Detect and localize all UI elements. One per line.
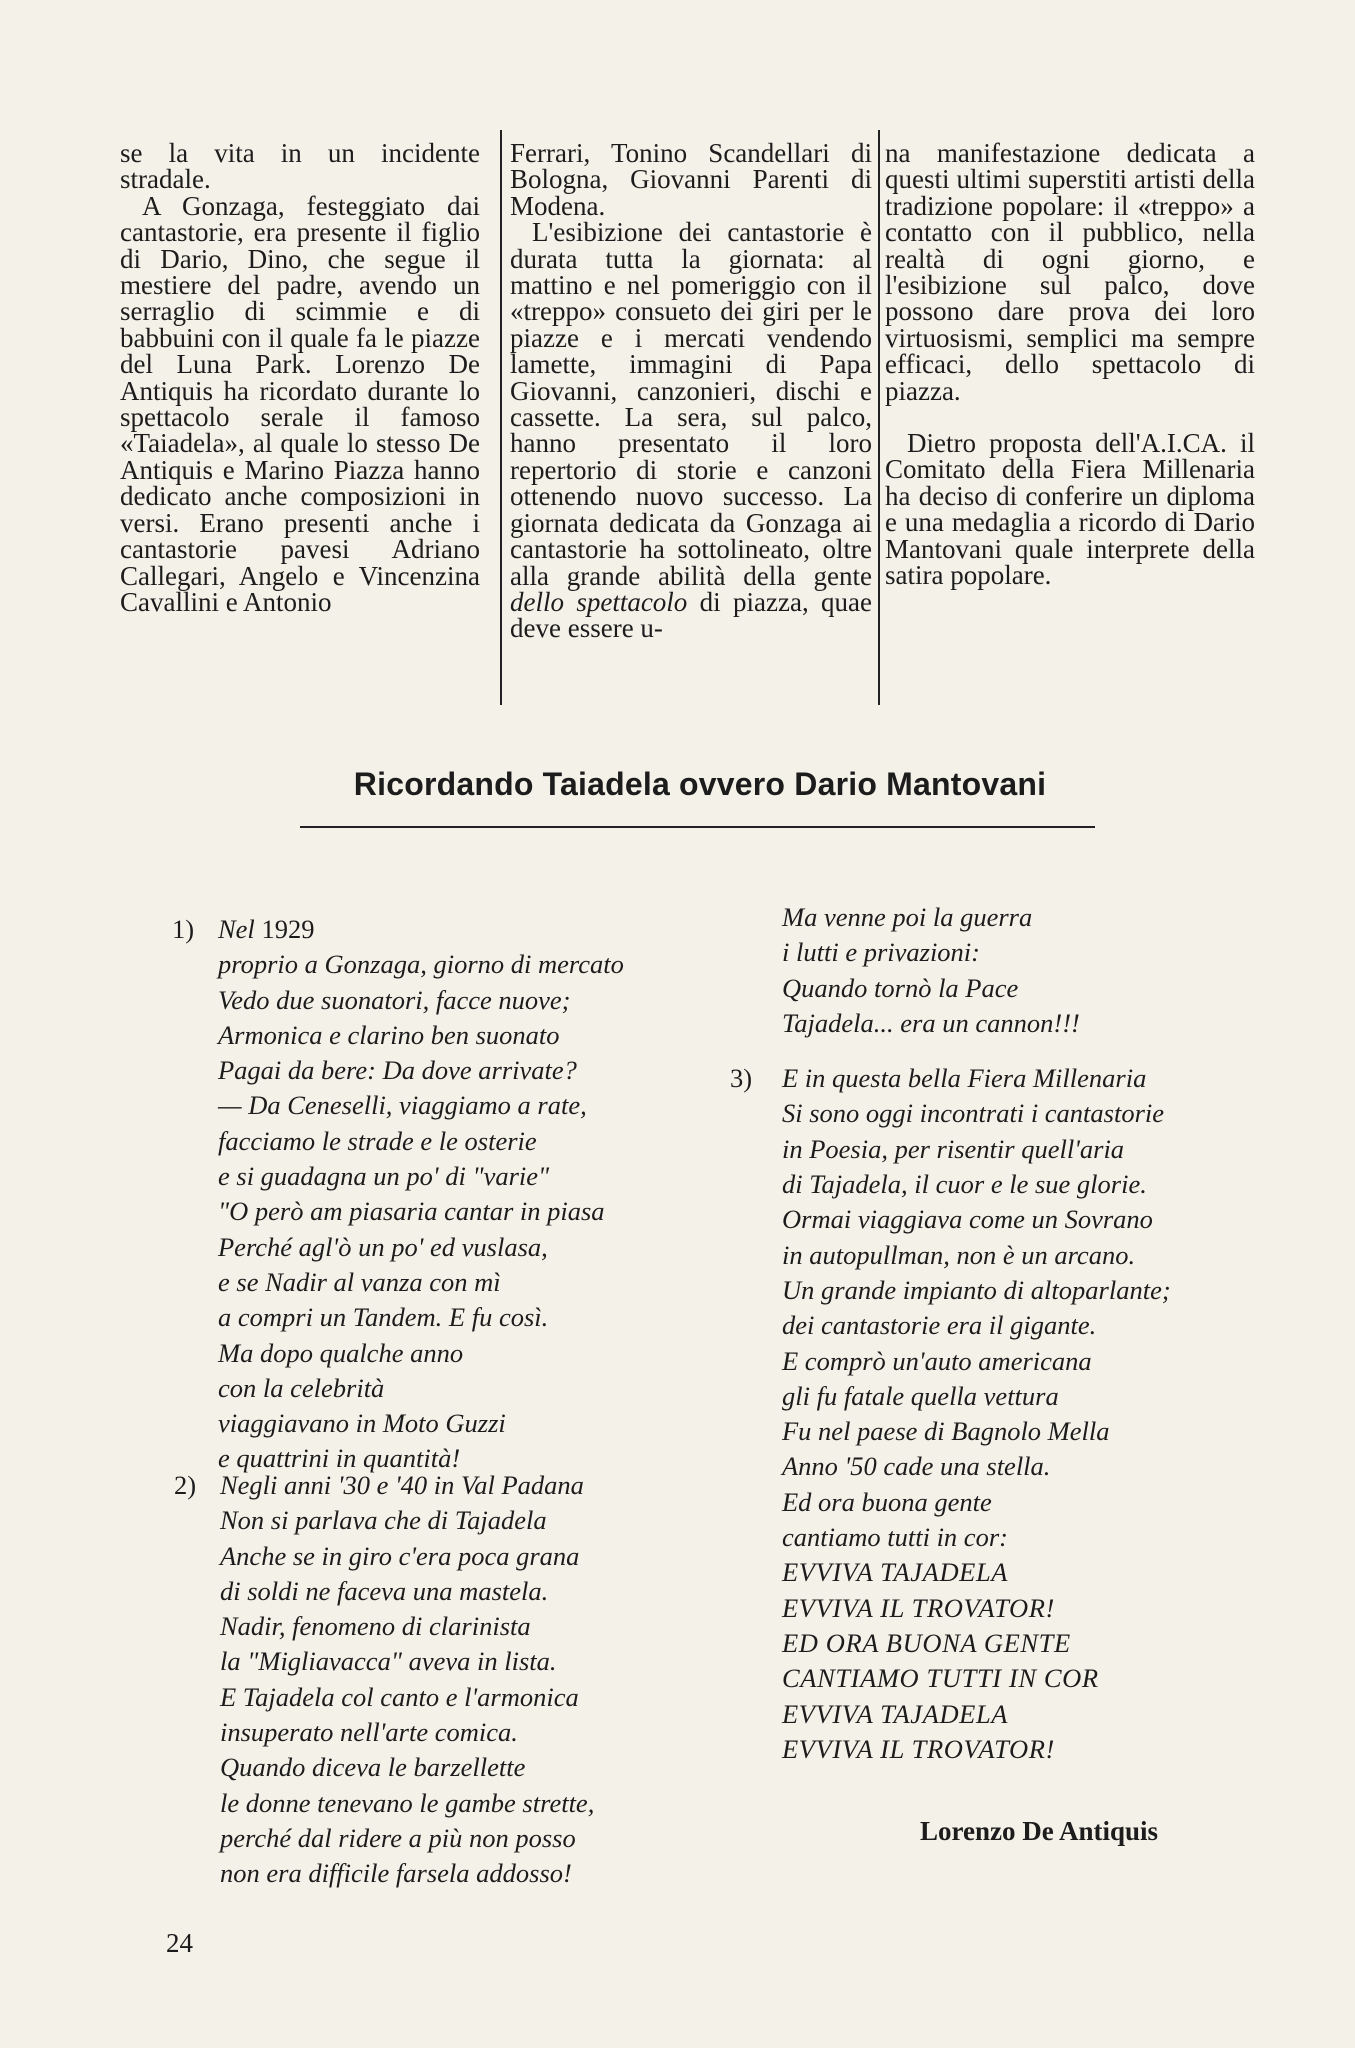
- poem-line: Un grande impianto di altoparlante;: [782, 1274, 1171, 1305]
- poem-year: 1929: [261, 914, 315, 944]
- poem-line: in autopullman, non è un arcano.: [782, 1239, 1136, 1270]
- poem-line: a compri un Tandem. E fu così.: [218, 1302, 549, 1333]
- poem-line: perché dal ridere a più non posso: [220, 1822, 576, 1853]
- poem-line: Non si parlava che di Tajadela: [220, 1505, 547, 1536]
- poem-line: gli fu fatale quella vettura: [782, 1380, 1059, 1411]
- poem-line: insuperato nell'arte comica.: [220, 1717, 518, 1748]
- poem-line: EVVIVA TAJADELA: [782, 1698, 1009, 1729]
- column-divider: [878, 130, 880, 705]
- article-column-1: [120, 140, 480, 615]
- poem-line: Pagai da bere: Da dove arrivate?: [218, 1055, 577, 1086]
- poem-line: Tajadela... era un cannon!!!: [782, 1007, 1080, 1038]
- poem-line: Ed ora buona gente: [782, 1486, 992, 1517]
- poem-line: Quando diceva le barzellette: [220, 1752, 526, 1783]
- poem-line: — Da Ceneselli, viaggiamo a rate,: [218, 1090, 587, 1121]
- poem-line: EVVIVA TAJADELA: [782, 1557, 1009, 1588]
- stanza-number: 3): [730, 1063, 753, 1094]
- article-paragraph: se la vita in un incidente stradale.: [120, 138, 480, 195]
- poem-line: Ma dopo qualche anno: [218, 1337, 464, 1368]
- poem-line: E Tajadela col canto e l'armonica: [220, 1681, 579, 1712]
- poem-title: Ricordando Taiadela ovvero Dario Mantovani: [353, 766, 1047, 802]
- article-text: L'esibizione dei cantastorie è durata tutta la giornata: al mattino e nel pomeriggio con il «treppo» consueto dei giri per le piazze e i mercati vendendo lamette, immagini di Papa Giovanni, canzonieri, dischi e cassette. La sera, sul palco, hanno presentato il loro repertorio di storie e canzoni ottenendo nuovo successo. La giornata dedicata da Gonzaga ai cantastorie ha sottolineato, oltre alla grande abilità della gente: [510, 217, 872, 591]
- poem-line: in Poesia, per risentir quell'aria: [782, 1133, 1125, 1164]
- poem-line: Anno '50 cade una stella.: [782, 1451, 1051, 1482]
- article-text: di piazza, quae deve essere u-: [510, 586, 872, 644]
- poem-line: [170, 1468, 594, 1503]
- poem-line: con la celebrità: [218, 1372, 385, 1403]
- article-paragraph: A Gonzaga, festeggiato dai cantastorie, era presente il figlio di Dario, Dino, che segue il mestiere del padre, avendo un serraglio di scimmie e di babbuini con il quale fa le piazze del Luna Park. Lorenzo De Antiquis ha ricordato durante lo spettacolo serale il famoso «Taiadela», al quale lo stesso De Antiquis e Marino Piazza hanno dedicato anche composizioni in versi. Erano presenti anche i cantastorie pavesi Adriano Callegari, Angelo e Vincenzina Cavallini e Antonio: [120, 190, 480, 617]
- poem-text: Negli anni '30 e '40 in Val Padana: [220, 1470, 584, 1500]
- article-column-2: [510, 140, 872, 642]
- poem-line: Ma venne poi la guerra: [782, 902, 1033, 932]
- poem-stanza-2: [170, 1468, 594, 1892]
- poem-line: le donne tenevano le gambe strette,: [220, 1787, 595, 1818]
- page-number: 24: [166, 1928, 193, 1958]
- poem-line: facciamo le strade e le osterie: [218, 1125, 537, 1156]
- poem-text: Nel: [218, 914, 255, 944]
- poem-stanza-1: [150, 912, 624, 1477]
- poem-line: e se Nadir al vanza con mì: [218, 1266, 501, 1297]
- poem-line: Ormai viaggiava come un Sovrano: [782, 1204, 1153, 1235]
- poem-line: "O però am piasaria cantar in piasa: [218, 1196, 605, 1227]
- article-paragraph: na manifestazione dedicata a questi ultimi superstiti artisti della tradizione popolare: il «treppo» a contatto con il pubblico, nella realtà di ogni giorno, e l'esibizione sul palco, dove possono dare prova dei loro virtuosismi, semplici ma sempre efficaci, dello spettacolo di piazza.: [885, 138, 1255, 406]
- poem-line: Quando tornò la Pace: [782, 972, 1019, 1003]
- poem-line: proprio a Gonzaga, giorno di mercato: [218, 949, 624, 980]
- article-paragraph: [510, 219, 872, 642]
- stanza-number: 2): [174, 1470, 197, 1500]
- poem-line: i lutti e privazioni:: [782, 937, 980, 968]
- stanza-number: 1): [172, 914, 195, 944]
- poem-line: Anche se in giro c'era poca grana: [220, 1540, 580, 1571]
- poem-line: Armonica e clarino ben suonato: [218, 1019, 560, 1050]
- poem-line: Si sono oggi incontrati i cantastorie: [782, 1098, 1165, 1129]
- poem-line: non era difficile farsela addosso!: [220, 1858, 572, 1889]
- poem-line: Perché agl'ò un po' ed vuslasa,: [218, 1231, 548, 1262]
- poem-line: CANTIAMO TUTTI IN COR: [782, 1663, 1099, 1694]
- poem-line: e si guadagna un po' di "varie": [218, 1161, 550, 1192]
- poem-author: Lorenzo De Antiquis: [920, 1816, 1159, 1846]
- poem-line: e quattrini in quantità!: [218, 1443, 461, 1474]
- poem-line: la "Migliavacca" aveva in lista.: [220, 1646, 557, 1677]
- article-column-3: [885, 140, 1255, 589]
- poem-right-column: [730, 900, 1171, 1767]
- poem-line: viaggiavano in Moto Guzzi: [218, 1408, 506, 1439]
- poem-line: di soldi ne faceva una mastela.: [220, 1575, 549, 1606]
- article-emphasis: dello spettacolo: [510, 586, 688, 617]
- poem-line: Vedo due suonatori, facce nuove;: [218, 984, 571, 1015]
- poem-line: EVVIVA IL TROVATOR!: [782, 1592, 1055, 1623]
- title-underline: [300, 826, 1095, 828]
- poem-line: Nadir, fenomeno di clarinista: [220, 1611, 531, 1642]
- poem-line: dei cantastorie era il gigante.: [782, 1310, 1097, 1341]
- poem-line: [730, 1061, 1171, 1096]
- poem-line: EVVIVA IL TROVATOR!: [782, 1733, 1055, 1764]
- article-paragraph: Ferrari, Tonino Scandellari di Bologna, Giovanni Parenti di Modena.: [510, 138, 872, 221]
- article-paragraph: Dietro proposta dell'A.I.CA. il Comitato della Fiera Millenaria ha deciso di conferire un diploma e una medaglia a ricordo di Dario Mantovani quale interprete della satira popolare.: [885, 428, 1255, 591]
- poem-line: [150, 912, 624, 947]
- column-divider: [500, 130, 502, 705]
- poem-line: ED ORA BUONA GENTE: [782, 1627, 1071, 1658]
- poem-line: E comprò un'auto americana: [782, 1345, 1092, 1376]
- poem-line: Fu nel paese di Bagnolo Mella: [782, 1416, 1110, 1447]
- poem-line: cantiamo tutti in cor:: [782, 1522, 1008, 1553]
- poem-line: di Tajadela, il cuor e le sue glorie.: [782, 1169, 1147, 1200]
- poem-text: E in questa bella Fiera Millenaria: [782, 1063, 1147, 1094]
